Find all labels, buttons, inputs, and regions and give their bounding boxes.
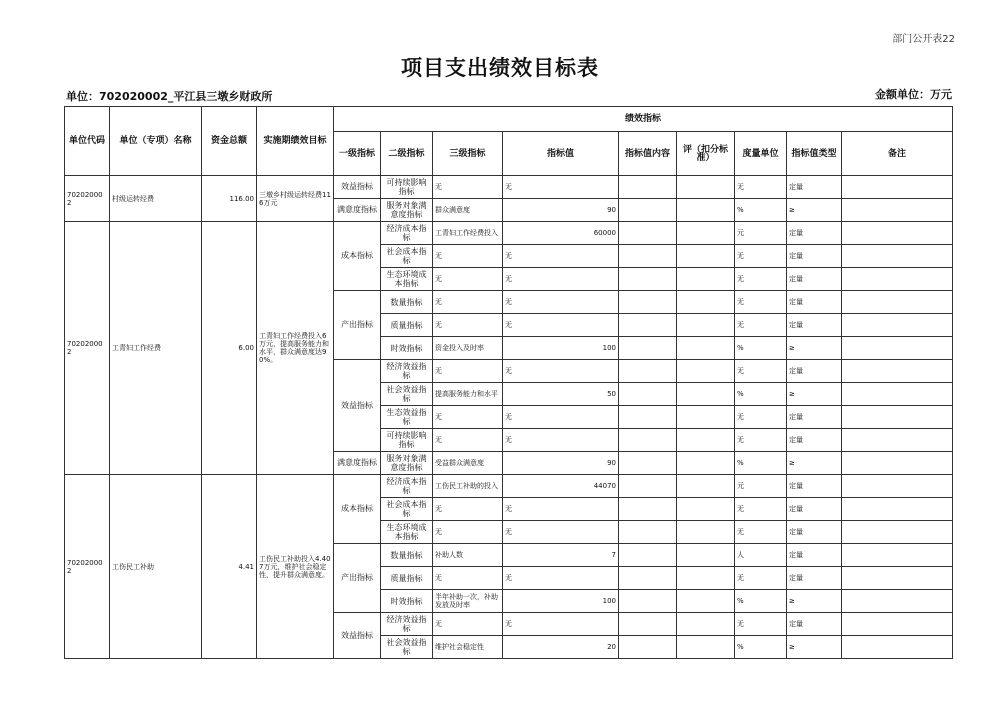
indicator-content-cell	[619, 567, 677, 590]
indicator-content-cell	[619, 590, 677, 613]
header-score: 评（扣分标准）	[677, 132, 735, 176]
header-level1: 一级指标	[334, 132, 381, 176]
score-cell	[677, 245, 735, 268]
indicator-content-cell	[619, 245, 677, 268]
level3-cell: 无	[433, 567, 503, 590]
level2-cell: 服务对象满意度指标	[381, 452, 433, 475]
score-cell	[677, 291, 735, 314]
indicator-content-cell	[619, 383, 677, 406]
level2-cell: 质量指标	[381, 567, 433, 590]
indicator-content-cell	[619, 544, 677, 567]
header-indicator-value: 指标值	[503, 132, 619, 176]
remarks-cell	[842, 383, 953, 406]
period-goal-cell: 工青妇工作经费投入6万元，提高服务能力和水平，群众满意度达90%。	[257, 222, 334, 475]
measure-unit-cell: 无	[735, 245, 787, 268]
level2-cell: 经济效益指标	[381, 613, 433, 636]
table-row	[65, 475, 953, 498]
level3-cell: 补助人数	[433, 544, 503, 567]
header-unit-name: 单位（专项）名称	[110, 107, 202, 176]
score-cell	[677, 567, 735, 590]
indicator-value-cell: 20	[503, 636, 619, 659]
header-indicator-content: 指标值内容	[619, 132, 677, 176]
level3-cell: 工伤民工补助的投入	[433, 475, 503, 498]
score-cell	[677, 222, 735, 245]
level3-cell: 无	[433, 406, 503, 429]
value-type-cell: ≥	[787, 590, 842, 613]
level1-cell: 产出指标	[334, 291, 381, 360]
value-type-cell: 定量	[787, 245, 842, 268]
unit-name-cell: 村级运转经费	[110, 176, 202, 222]
level2-cell: 生态效益指标	[381, 406, 433, 429]
indicator-value-cell: 无	[503, 245, 619, 268]
value-type-cell: 定量	[787, 360, 842, 383]
indicator-value-cell: 90	[503, 452, 619, 475]
level1-cell: 成本指标	[334, 475, 381, 544]
level1-cell: 效益指标	[334, 613, 381, 659]
indicator-value-cell: 100	[503, 337, 619, 360]
level3-cell: 无	[433, 498, 503, 521]
indicator-content-cell	[619, 521, 677, 544]
level2-cell: 生态环境成本指标	[381, 268, 433, 291]
value-type-cell: 定量	[787, 222, 842, 245]
unit-code-cell: 702020002	[65, 222, 110, 475]
value-type-cell: 定量	[787, 475, 842, 498]
form-number-label: 部门公开表22	[892, 34, 955, 45]
level2-cell: 质量指标	[381, 314, 433, 337]
indicator-content-cell	[619, 199, 677, 222]
level1-cell: 产出指标	[334, 544, 381, 613]
level2-cell: 服务对象满意度指标	[381, 199, 433, 222]
measure-unit-cell: %	[735, 383, 787, 406]
level1-cell: 满意度指标	[334, 199, 381, 222]
level3-cell: 维护社会稳定性	[433, 636, 503, 659]
measure-unit-cell: 无	[735, 406, 787, 429]
remarks-cell	[842, 406, 953, 429]
score-cell	[677, 475, 735, 498]
header-level3: 三级指标	[433, 132, 503, 176]
score-cell	[677, 544, 735, 567]
remarks-cell	[842, 360, 953, 383]
level3-cell: 无	[433, 268, 503, 291]
level2-cell: 社会成本指标	[381, 498, 433, 521]
score-cell	[677, 636, 735, 659]
level3-cell: 无	[433, 176, 503, 199]
score-cell	[677, 176, 735, 199]
level3-cell: 半年补助一次，补助发放及时率	[433, 590, 503, 613]
level2-cell: 时效指标	[381, 590, 433, 613]
level3-cell: 受益群众满意度	[433, 452, 503, 475]
total-funds-cell: 4.41	[202, 475, 257, 659]
remarks-cell	[842, 337, 953, 360]
table-row	[65, 176, 953, 199]
measure-unit-cell: 无	[735, 360, 787, 383]
measure-unit-cell: 无	[735, 498, 787, 521]
measure-unit-cell: %	[735, 199, 787, 222]
measure-unit-cell: 无	[735, 176, 787, 199]
measure-unit-cell: 无	[735, 429, 787, 452]
measure-unit-cell: %	[735, 452, 787, 475]
indicator-value-cell: 无	[503, 429, 619, 452]
indicator-value-cell: 90	[503, 199, 619, 222]
indicator-value-cell: 无	[503, 567, 619, 590]
measure-unit-cell: 无	[735, 268, 787, 291]
remarks-cell	[842, 498, 953, 521]
indicator-content-cell	[619, 636, 677, 659]
level2-cell: 时效指标	[381, 337, 433, 360]
table-body	[65, 176, 953, 659]
indicator-content-cell	[619, 314, 677, 337]
header-performance-indicators: 绩效指标	[334, 107, 953, 132]
value-type-cell: 定量	[787, 544, 842, 567]
remarks-cell	[842, 636, 953, 659]
level3-cell: 资金投入及时率	[433, 337, 503, 360]
level2-cell: 生态环境成本指标	[381, 521, 433, 544]
measure-unit-cell: 元	[735, 222, 787, 245]
performance-table	[64, 106, 953, 659]
value-type-cell: 定量	[787, 268, 842, 291]
remarks-cell	[842, 314, 953, 337]
value-type-cell: 定量	[787, 291, 842, 314]
indicator-content-cell	[619, 337, 677, 360]
indicator-value-cell: 无	[503, 314, 619, 337]
remarks-cell	[842, 590, 953, 613]
measure-unit-cell: 人	[735, 544, 787, 567]
indicator-content-cell	[619, 498, 677, 521]
indicator-value-cell: 60000	[503, 222, 619, 245]
remarks-cell	[842, 429, 953, 452]
level3-cell: 无	[433, 291, 503, 314]
header-measure-unit: 度量单位	[735, 132, 787, 176]
header-unit-code: 单位代码	[65, 107, 110, 176]
level3-cell: 群众满意度	[433, 199, 503, 222]
indicator-value-cell: 无	[503, 498, 619, 521]
level3-cell: 无	[433, 521, 503, 544]
indicator-content-cell	[619, 268, 677, 291]
header-remarks: 备注	[842, 132, 953, 176]
score-cell	[677, 498, 735, 521]
indicator-value-cell: 无	[503, 176, 619, 199]
indicator-content-cell	[619, 475, 677, 498]
total-funds-cell: 116.00	[202, 176, 257, 222]
level1-cell: 效益指标	[334, 360, 381, 452]
score-cell	[677, 337, 735, 360]
indicator-value-cell: 无	[503, 521, 619, 544]
measure-unit-cell: %	[735, 590, 787, 613]
indicator-content-cell	[619, 429, 677, 452]
unit-code-cell: 702020002	[65, 176, 110, 222]
measure-unit-cell: 无	[735, 521, 787, 544]
level3-cell: 无	[433, 314, 503, 337]
remarks-cell	[842, 544, 953, 567]
indicator-value-cell: 无	[503, 268, 619, 291]
score-cell	[677, 314, 735, 337]
value-type-cell: 定量	[787, 406, 842, 429]
score-cell	[677, 452, 735, 475]
value-type-cell: ≥	[787, 636, 842, 659]
level3-cell: 无	[433, 613, 503, 636]
remarks-cell	[842, 567, 953, 590]
level3-cell: 无	[433, 245, 503, 268]
score-cell	[677, 268, 735, 291]
value-type-cell: 定量	[787, 613, 842, 636]
score-cell	[677, 199, 735, 222]
indicator-value-cell: 44070	[503, 475, 619, 498]
value-type-cell: 定量	[787, 429, 842, 452]
remarks-cell	[842, 199, 953, 222]
header-period-goal: 实施期绩效目标	[257, 107, 334, 176]
unit-name-cell: 工青妇工作经费	[110, 222, 202, 475]
score-cell	[677, 360, 735, 383]
score-cell	[677, 383, 735, 406]
score-cell	[677, 613, 735, 636]
indicator-value-cell: 无	[503, 406, 619, 429]
value-type-cell: 定量	[787, 498, 842, 521]
indicator-content-cell	[619, 360, 677, 383]
level2-cell: 社会效益指标	[381, 383, 433, 406]
level2-cell: 可持续影响指标	[381, 429, 433, 452]
measure-unit-cell: 无	[735, 613, 787, 636]
level3-cell: 无	[433, 429, 503, 452]
header-value-type: 指标值类型	[787, 132, 842, 176]
level1-cell: 成本指标	[334, 222, 381, 291]
score-cell	[677, 521, 735, 544]
value-type-cell: 定量	[787, 176, 842, 199]
remarks-cell	[842, 176, 953, 199]
indicator-content-cell	[619, 452, 677, 475]
level3-cell: 提高服务能力和水平	[433, 383, 503, 406]
amount-unit-label: 金额单位：万元	[875, 88, 952, 101]
indicator-value-cell: 100	[503, 590, 619, 613]
page-title: 项目支出绩效目标表	[401, 56, 599, 80]
header-total-funds: 资金总额	[202, 107, 257, 176]
level2-cell: 经济效益指标	[381, 360, 433, 383]
remarks-cell	[842, 222, 953, 245]
level2-cell: 可持续影响指标	[381, 176, 433, 199]
indicator-content-cell	[619, 406, 677, 429]
remarks-cell	[842, 475, 953, 498]
level2-cell: 社会效益指标	[381, 636, 433, 659]
indicator-value-cell: 7	[503, 544, 619, 567]
value-type-cell: ≥	[787, 199, 842, 222]
remarks-cell	[842, 613, 953, 636]
level2-cell: 经济成本指标	[381, 222, 433, 245]
period-goal-cell: 三墩乡村级运转经费116万元	[257, 176, 334, 222]
remarks-cell	[842, 521, 953, 544]
remarks-cell	[842, 268, 953, 291]
indicator-content-cell	[619, 291, 677, 314]
unit-label: 单位：702020002_平江县三墩乡财政所	[66, 90, 273, 103]
period-goal-cell: 工伤民工补助投入4.407万元，维护社会稳定性，提升群众满意度。	[257, 475, 334, 659]
total-funds-cell: 6.00	[202, 222, 257, 475]
indicator-value-cell: 无	[503, 613, 619, 636]
measure-unit-cell: 无	[735, 567, 787, 590]
level3-cell: 无	[433, 360, 503, 383]
value-type-cell: 定量	[787, 521, 842, 544]
measure-unit-cell: 无	[735, 291, 787, 314]
measure-unit-cell: %	[735, 636, 787, 659]
remarks-cell	[842, 291, 953, 314]
level1-cell: 满意度指标	[334, 452, 381, 475]
value-type-cell: 定量	[787, 567, 842, 590]
measure-unit-cell: 无	[735, 314, 787, 337]
remarks-cell	[842, 245, 953, 268]
indicator-content-cell	[619, 176, 677, 199]
value-type-cell: ≥	[787, 383, 842, 406]
level3-cell: 工青妇工作经费投入	[433, 222, 503, 245]
level1-cell: 效益指标	[334, 176, 381, 199]
score-cell	[677, 429, 735, 452]
measure-unit-cell: 元	[735, 475, 787, 498]
value-type-cell: 定量	[787, 314, 842, 337]
value-type-cell: ≥	[787, 337, 842, 360]
remarks-cell	[842, 452, 953, 475]
level2-cell: 数量指标	[381, 544, 433, 567]
indicator-value-cell: 无	[503, 291, 619, 314]
value-type-cell: ≥	[787, 452, 842, 475]
indicator-content-cell	[619, 222, 677, 245]
unit-code-cell: 702020002	[65, 475, 110, 659]
level2-cell: 数量指标	[381, 291, 433, 314]
measure-unit-cell: %	[735, 337, 787, 360]
indicator-content-cell	[619, 613, 677, 636]
table-row	[65, 222, 953, 245]
score-cell	[677, 590, 735, 613]
unit-name-cell: 工伤民工补助	[110, 475, 202, 659]
header-level2: 二级指标	[381, 132, 433, 176]
level2-cell: 社会成本指标	[381, 245, 433, 268]
score-cell	[677, 406, 735, 429]
level2-cell: 经济成本指标	[381, 475, 433, 498]
indicator-value-cell: 无	[503, 360, 619, 383]
indicator-value-cell: 50	[503, 383, 619, 406]
